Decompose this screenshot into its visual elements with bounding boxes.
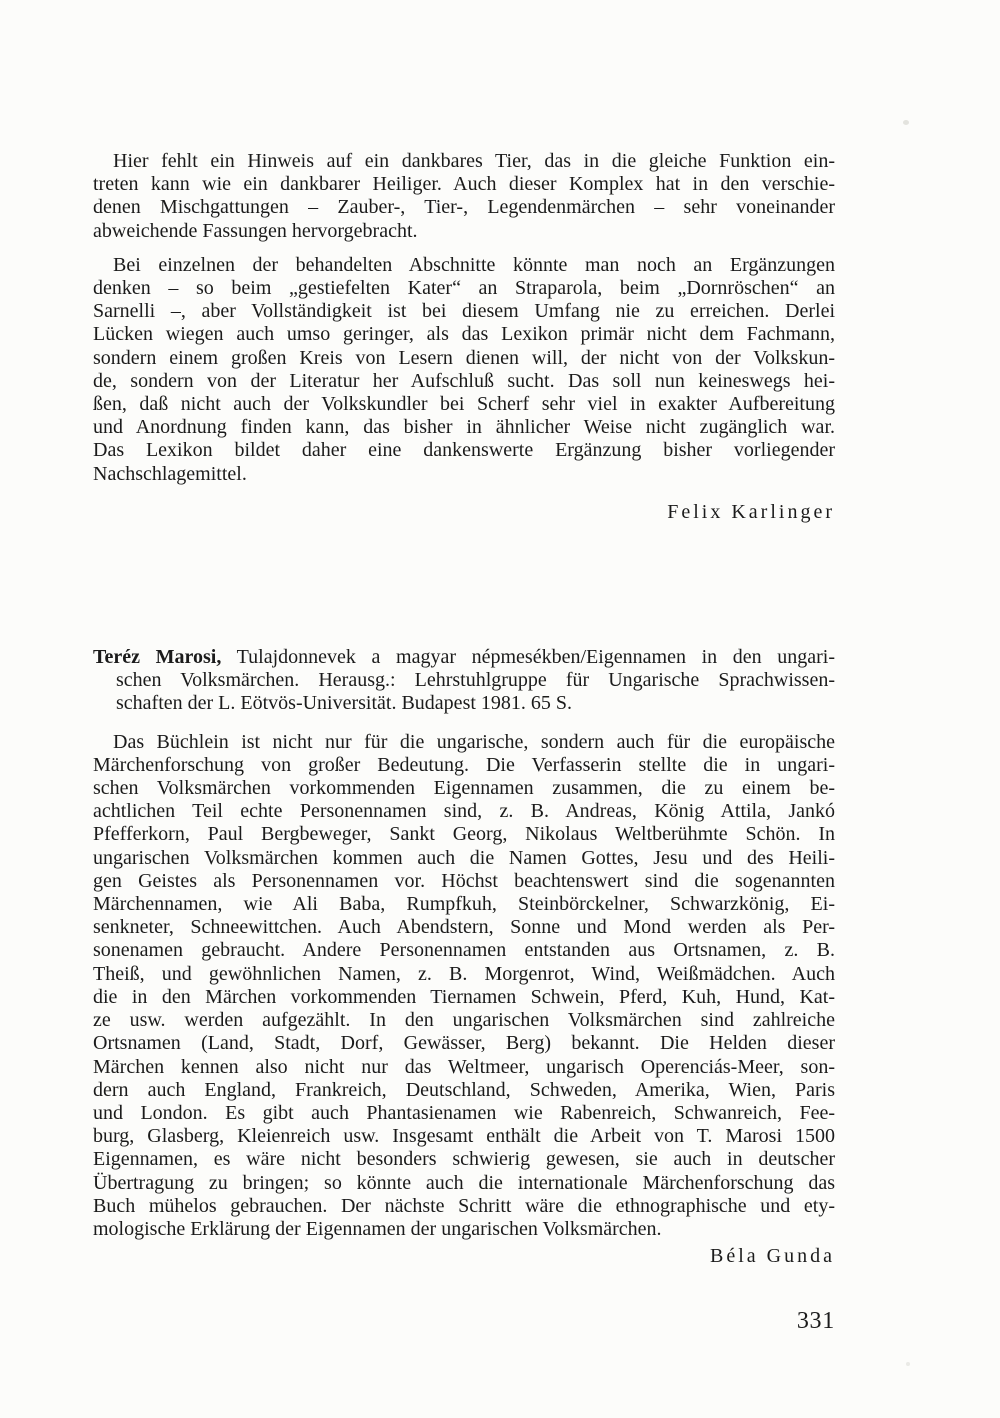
text-line: Ortsnamen (Land, Stadt, Dorf, Gewässer, Berg) bekannt. Die Helden dieser	[93, 1032, 835, 1055]
text-line: Buch mühelos gebrauchen. Der nächste Schritt wäre die ethnographische und ety-	[93, 1194, 835, 1217]
text-line: burg, Glasberg, Kleienreich usw. Insgesamt enthält die Arbeit von T. Marosi 1500	[93, 1125, 835, 1148]
reviewer-signature-karlinger: Felix Karlinger	[667, 500, 835, 523]
gunda-review-paragraph	[93, 731, 835, 1241]
text-line: schen Volksmärchen vorkommenden Eigennamen zusammen, die zu einem be-	[93, 777, 835, 800]
text-line: Nachschlagemittel.	[93, 462, 247, 485]
text-line: schen Volksmärchen. Herausg.: Lehrstuhlgruppe für Ungarische Sprachwissen-	[116, 669, 835, 692]
text-line: ßen, daß nicht auch der Volkskundler bei Scherf sehr viel in exakter Aufbereitung	[93, 393, 835, 416]
text-line: senkneter, Schneewittchen. Auch Abendstern, Sonne und Mond werden als Per-	[93, 916, 835, 939]
text-line: Märchennamen, wie Ali Baba, Rumpfkuh, Steinbörckelner, Schwarzkönig, Ei-	[93, 893, 835, 916]
text-line: schaften der L. Eötvös-Universität. Budapest 1981. 65 S.	[116, 692, 573, 715]
reviewer-signature-gunda: Béla Gunda	[710, 1245, 835, 1268]
scan-speck	[906, 1362, 910, 1366]
text-line: gen Geistes als Personennamen vor. Höchst beachtenswert sind die sogenannten	[93, 869, 835, 892]
book-title-text: Tulajdonnevek a magyar népmesékben/Eigennamen in den ungari-	[221, 646, 836, 669]
text-line: die in den Märchen vorkommenden Tiernamen Schwein, Pferd, Kuh, Hund, Kat-	[93, 985, 835, 1008]
text-line: sondern einem großen Kreis von Lesern dienen will, der nicht von der Volkskun-	[93, 346, 835, 369]
text-line: Märchen kennen also nicht nur das Weltmeer, ungarisch Operenciás-Meer, son-	[93, 1055, 835, 1078]
text-line: ungarischen Volksmärchen kommen auch die Namen Gottes, Jesu und des Heili-	[93, 846, 835, 869]
text-line: treten kann wie ein dankbarer Heiliger. Auch dieser Komplex hat in den verschie-	[93, 173, 835, 196]
text-line: dern auch England, Frankreich, Deutschland, Schweden, Amerika, Wien, Paris	[93, 1078, 835, 1101]
text-line: Hier fehlt ein Hinweis auf ein dankbares Tier, das in die gleiche Funktion ein-	[113, 150, 835, 172]
biblio-heading-line	[93, 646, 835, 669]
page-number: 331	[796, 1308, 835, 1335]
text-line: Bei einzelnen der behandelten Abschnitte könnte man noch an Ergänzungen	[113, 253, 835, 276]
book-author-name: Teréz Marosi,	[93, 646, 222, 669]
text-line: sonenamen gebraucht. Andere Personennamen entstanden aus Ortsnamen, z. B.	[93, 939, 835, 962]
text-line: Das Lexikon bildet daher eine dankenswerte Ergänzung bisher vorliegender	[93, 439, 835, 462]
text-line: abweichende Fassungen hervorgebracht.	[93, 219, 418, 242]
text-line: de, sondern von der Literatur her Aufschluß sucht. Das soll nun keineswegs hei-	[93, 369, 835, 392]
bibliographic-heading	[93, 646, 835, 716]
page-text-column	[93, 150, 835, 1334]
text-line: denken – so beim „gestiefelten Kater“ an Straparola, beim „Dornröschen“ an	[93, 277, 835, 300]
text-line: Märchenforschung von großer Bedeutung. Die Verfasserin stellte die in ungari-	[93, 753, 835, 776]
text-line: Das Büchlein ist nicht nur für die ungarische, sondern auch für die europäische	[113, 730, 835, 753]
text-line: und London. Es gibt auch Phantasienamen wie Rabenreich, Schwanreich, Fee-	[93, 1101, 835, 1124]
text-line: Eigennamen, es wäre nicht besonders schwierig gewesen, sie auch in deutscher	[93, 1148, 835, 1171]
karlinger-review-paragraph-1	[93, 150, 835, 243]
text-line: denen Mischgattungen – Zauber-, Tier-, Legendenmärchen – sehr voneinander	[93, 196, 835, 219]
text-line: Sarnelli –, aber Vollständigkeit ist bei diesem Umfang nie zu erreichen. Derlei	[93, 300, 835, 323]
text-line: achtlichen Teil echte Personennamen sind, z. B. Andreas, König Attila, Jankó	[93, 800, 835, 823]
text-line: Übertragung zu bringen; so könnte auch die internationale Märchenforschung das	[93, 1171, 835, 1194]
text-line: Theiß, und gewöhnlichen Namen, z. B. Morgenrot, Wind, Weißmädchen. Auch	[93, 962, 835, 985]
karlinger-review-paragraph-2	[93, 254, 835, 486]
text-line: mologische Erklärung der Eigennamen der ungarischen Volksmärchen.	[93, 1217, 662, 1240]
text-line: Pfefferkorn, Paul Bergbeweger, Sankt Georg, Nikolaus Weltberühmte Schön. In	[93, 823, 835, 846]
biblio-heading-continuation	[93, 669, 835, 715]
text-line: Lücken wiegen auch umso geringer, als das Lexikon primär nicht dem Fachmann,	[93, 323, 835, 346]
text-line: und Anordnung finden kann, das bisher in ähnlicher Weise nicht zugänglich war.	[93, 416, 835, 439]
scan-speck	[903, 120, 909, 125]
text-line: ze usw. werden aufgezählt. In den ungarischen Volksmärchen sind zahlreiche	[93, 1009, 835, 1032]
